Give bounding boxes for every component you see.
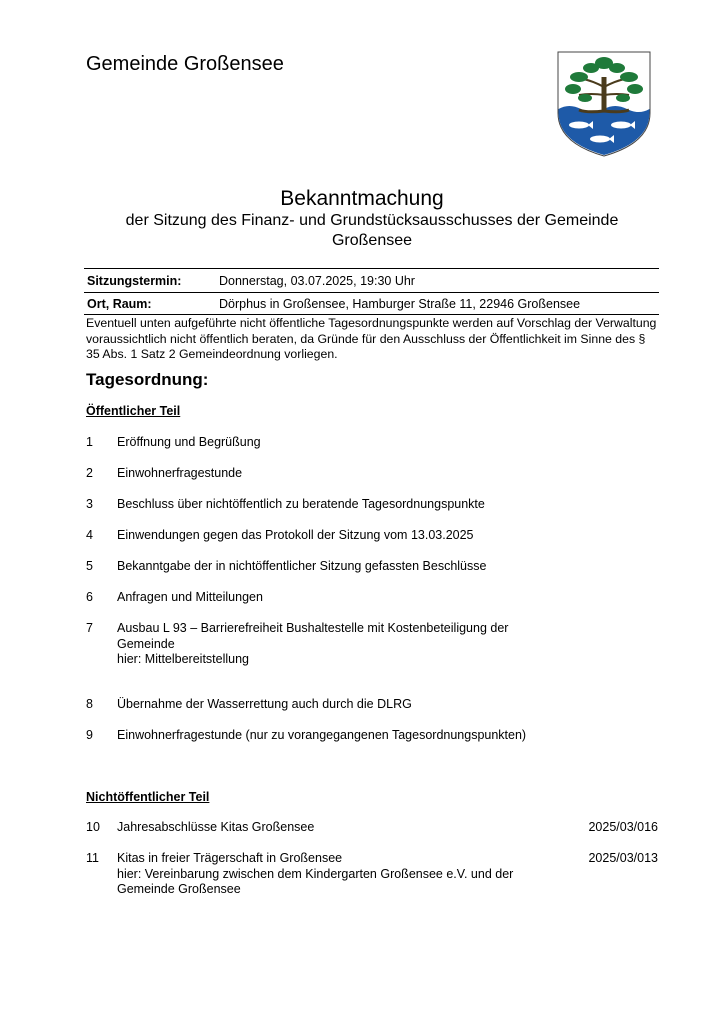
item-text: Beschluss über nichtöffentlich zu beratende Tagesordnungspunkte [117,497,485,511]
meeting-place-value: Dörphus in Großensee, Hamburger Straße 11, 22946 Großensee [219,297,581,311]
item-subtext: hier: Vereinbarung zwischen dem Kindergarten Großensee e.V. und der Gemeinde Großensee [117,866,514,896]
item-number: 3 [86,497,93,511]
public-section-heading: Öffentlicher Teil [86,404,181,418]
item-text: Übernahme der Wasserrettung auch durch die DLRG [117,697,412,711]
exclusion-notice: Eventuell unten aufgeführte nicht öffentliche Tagesordnungspunkte werden auf Vorschlag der Verwaltung voraussichtlich nicht öffentlich beraten, da Gründe für den Ausschluss der Öffentlichkeit im Sinne des § 35 Abs. 1 Satz 2 Gemeindeordnung vorliegen. [86,316,657,361]
divider [84,314,659,315]
item-number: 6 [86,590,93,604]
item-number: 11 [86,851,99,865]
item-number: 4 [86,528,93,542]
item-number: 5 [86,559,93,573]
meeting-date-value: Donnerstag, 03.07.2025, 19:30 Uhr [219,274,415,288]
private-section-heading: Nichtöffentlicher Teil [86,790,210,804]
document-title: Bekanntmachung [280,187,444,210]
item-reference: 2025/03/016 [588,820,658,834]
item-text: Anfragen und Mitteilungen [117,590,263,604]
item-text: Einwendungen gegen das Protokoll der Sitzung vom 13.03.2025 [117,528,474,542]
item-number: 2 [86,466,93,480]
item-text: Einwohnerfragestunde [117,466,243,480]
coat-of-arms-icon [557,51,651,157]
agenda-heading: Tagesordnung: [86,370,209,389]
divider [84,292,659,293]
meeting-place-label: Ort, Raum: [87,297,152,311]
municipality-name: Gemeinde Großensee [86,53,284,75]
item-text: Einwohnerfragestunde (nur zu vorangegangenen Tagesordnungspunkten) [117,728,527,742]
item-text: Bekanntgabe der in nichtöffentlicher Sitzung gefassten Beschlüsse [117,559,487,573]
item-text: Ausbau L 93 – Barrierefreiheit Bushaltestelle mit Kostenbeteiligung der Gemeinde [117,621,509,651]
meeting-date-label: Sitzungstermin: [87,274,182,288]
item-text: Eröffnung und Begrüßung [117,435,261,449]
item-reference: 2025/03/013 [588,851,658,865]
item-number: 10 [86,820,100,834]
item-number: 8 [86,697,93,711]
item-number: 1 [86,435,93,449]
item-text: Kitas in freier Trägerschaft in Großensee [117,851,343,865]
item-subtext: hier: Mittelbereitstellung [117,652,250,666]
divider [84,268,659,269]
item-number: 7 [86,621,93,635]
item-number: 9 [86,728,93,742]
item-text: Jahresabschlüsse Kitas Großensee [117,820,315,834]
document-subtitle: der Sitzung des Finanz- und Grundstücksausschusses der Gemeinde Großensee [125,212,619,249]
